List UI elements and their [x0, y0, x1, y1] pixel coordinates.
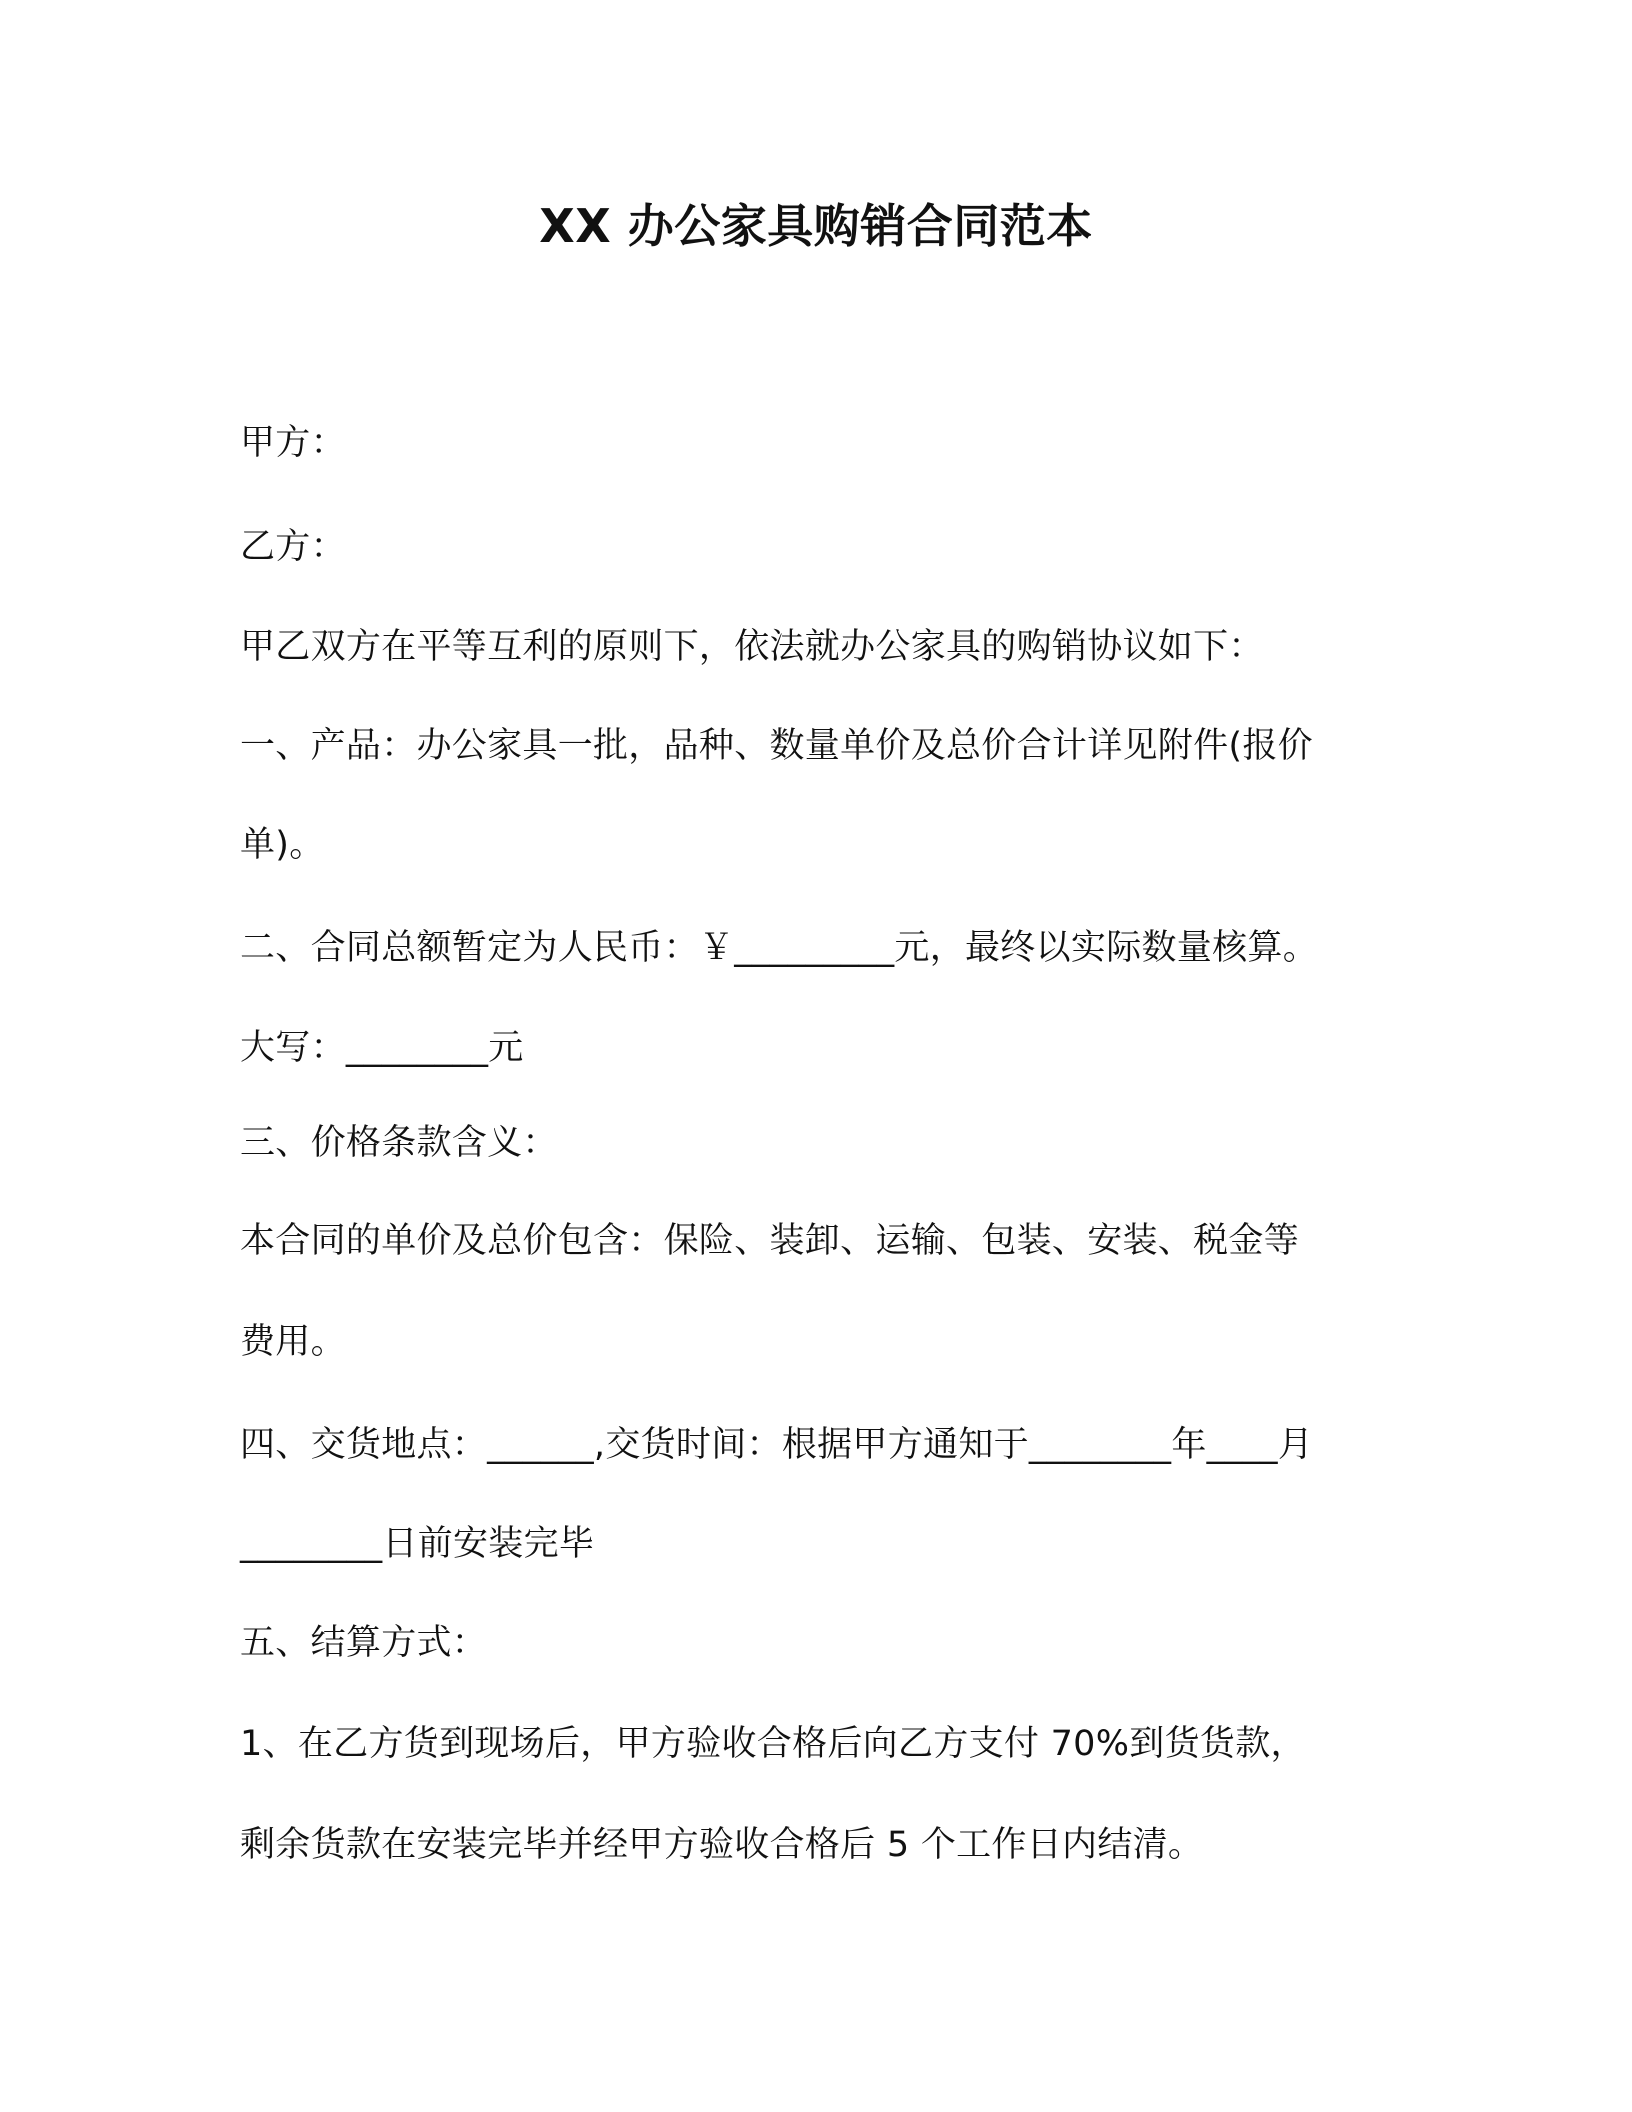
clause-4-line-2: ________日前安装完毕 [240, 1524, 595, 1564]
preamble-line: 甲乙双方在平等互利的原则下，依法就办公家具的购销协议如下： [240, 627, 1264, 667]
party-b-line: 乙方： [240, 527, 346, 567]
clause-2-line-2: 大写：________元 [240, 1028, 524, 1068]
party-a-line: 甲方： [240, 423, 346, 463]
clause-5-item-1-line-1: 1、在乙方货到现场后，甲方验收合格后向乙方支付 70%到货货款， [240, 1724, 1306, 1764]
clause-2-line-1: 二、合同总额暂定为人民币：￥_________元，最终以实际数量核算。 [240, 928, 1319, 968]
clause-5-item-1-line-2: 剩余货款在安装完毕并经甲方验收合格后 5 个工作日内结清。 [240, 1825, 1204, 1865]
clause-4-line-1: 四、交货地点：______,交货时间：根据甲方通知于________年____月 [240, 1425, 1314, 1465]
clause-1-line-1: 一、产品：办公家具一批，品种、数量单价及总价合计详见附件(报价 [240, 726, 1313, 766]
clause-5-heading: 五、结算方式： [240, 1623, 488, 1663]
clause-3-heading: 三、价格条款含义： [240, 1123, 558, 1163]
clause-3-line-2: 费用。 [240, 1322, 346, 1362]
clause-3-line-1: 本合同的单价及总价包含：保险、装卸、运输、包装、安装、税金等 [240, 1221, 1300, 1261]
clause-1-line-2: 单)。 [240, 825, 325, 865]
document-title: XX 办公家具购销合同范本 [539, 199, 1093, 253]
